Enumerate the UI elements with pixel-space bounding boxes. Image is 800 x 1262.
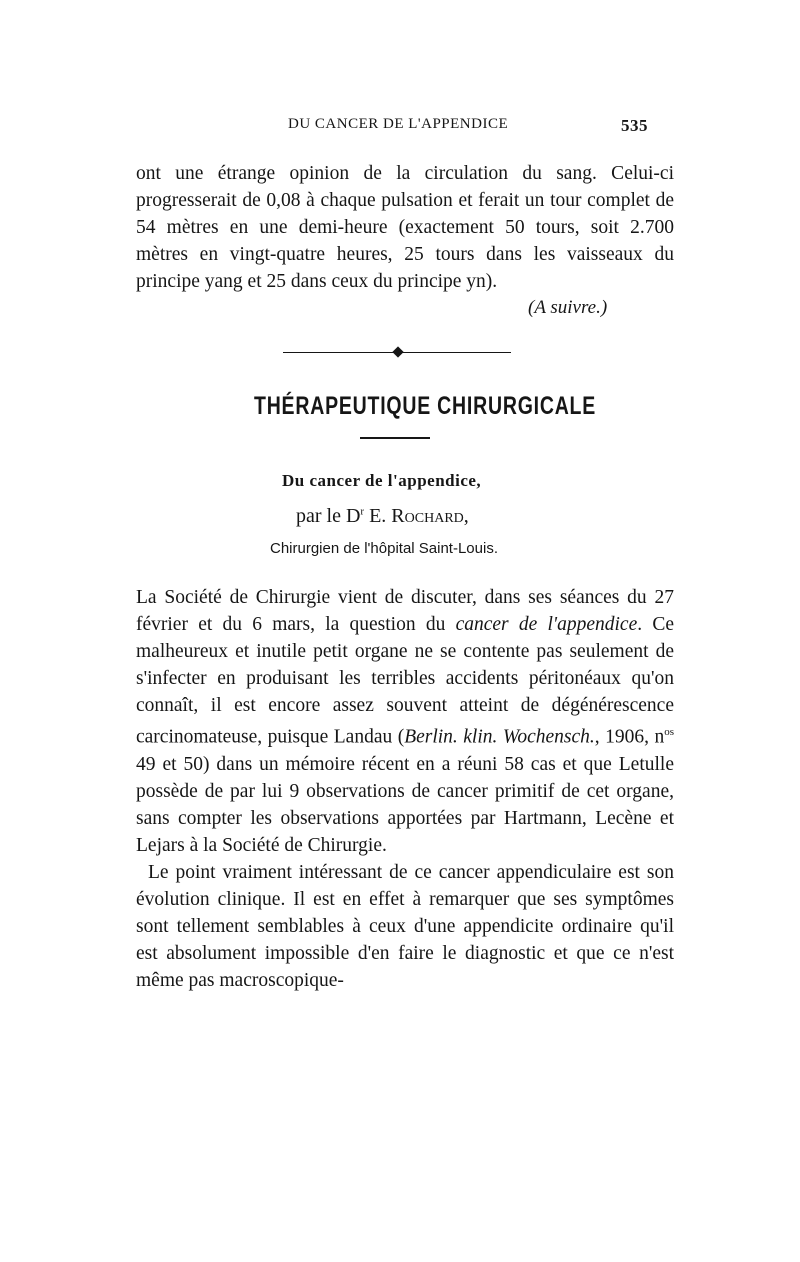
section-divider [360, 437, 430, 439]
p1-text-b: . Ce malheureux et inutile petit organe ne se contente pas seulement de s'infecter en produisant les terribles accidents péritonéaux qu'on connaît, il est encore assez souvent atteint de dégénérescence carcinomateuse, puisque Landau ( [136, 614, 675, 748]
running-head: DU CANCER DE L'APPENDICE [288, 116, 509, 132]
to-be-continued: (A suivre.) [528, 297, 608, 318]
diamond-ornament-icon [392, 346, 403, 357]
article-title: Du cancer de l'appendice, [282, 471, 482, 490]
section-title: THÉRAPEUTIQUE CHIRURGICALE [254, 392, 597, 420]
article-body [136, 584, 674, 994]
author-prefix: par le D [296, 505, 361, 527]
p1-superscript: os [664, 726, 674, 738]
p1-italic-topic: cancer de l'appendice [455, 614, 638, 635]
page-number: 535 [621, 116, 648, 135]
author-prefix-superscript: r [360, 505, 365, 518]
article-author [296, 505, 469, 528]
p1-text-c: , 1906, n [594, 726, 665, 748]
page-header [0, 116, 800, 140]
paragraph-1 [136, 584, 674, 859]
author-name: E. Rochard, [364, 505, 469, 527]
p1-text-d: 49 et 50) dans un mémoire récent en a réuni 58 cas et que Letulle possède de par lui 9 observations de cancer primitif de cet organe, sans compter les observations apportées par Hartmann, Lecène et Lejars à la Société de Chirurgie. [136, 753, 674, 856]
p1-italic-journal: Berlin. klin. Wochensch. [404, 726, 595, 748]
continuation-paragraph [136, 160, 674, 295]
paragraph-2: Le point vraiment intéressant de ce cancer appendiculaire est son évolution clinique. Il est en effet à remarquer que ses symptômes sont tellement semblables à ceux d'une appendicite ordinaire qu'il est absolument impossible d'en faire le diagnostic et que ce n'est même pas macroscopique- [136, 861, 674, 991]
continuation-text: ont une étrange opinion de la circulation du sang. Celui-ci progresserait de 0,08 à chaque pulsation et ferait un tour complet de 54 mètres en une demi-heure (exactement 50 tours, soit 2.700 mètres en vingt-quatre heures, 25 tours dans les vaisseaux du principe yang et 25 dans ceux du principe yn). [136, 163, 674, 292]
p1-text-a: La Société de Chirurgie vient de discuter, dans ses séances du 27 février et du 6 mars, la question du [136, 587, 674, 635]
author-affiliation: Chirurgien de l'hôpital Saint-Louis. [270, 540, 498, 557]
